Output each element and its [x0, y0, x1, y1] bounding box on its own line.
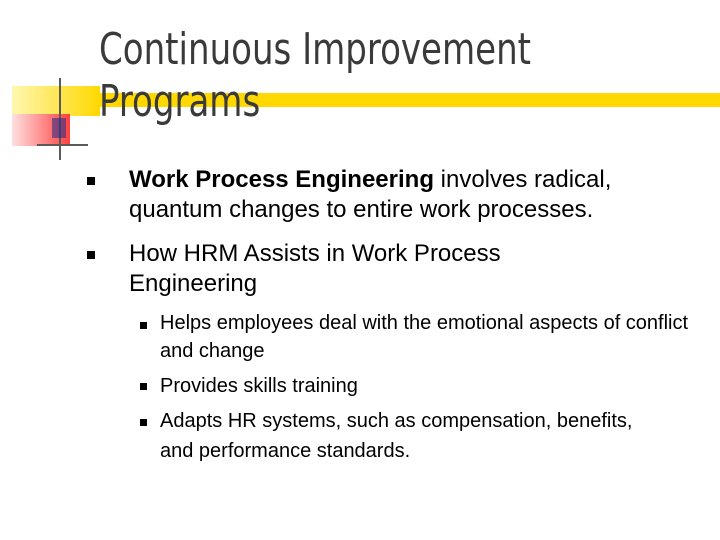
accent-navy-mark	[52, 118, 66, 138]
bullet-text-1	[129, 165, 704, 225]
subbullet-marker-3	[140, 419, 147, 426]
subbullet-text-2: Provides skills training	[160, 375, 358, 397]
bullet-text-2: How HRM Assists in Work Process Engineering	[129, 240, 501, 297]
accent-yellow-block	[12, 86, 100, 116]
slide-title: Continuous Improvement Programs	[99, 24, 532, 127]
bullet-1-bold-term: Work Process Engineering	[129, 166, 434, 193]
subbullet-marker-1	[140, 322, 147, 329]
subbullet-text-3: Adapts HR systems, such as compensation, benefits, and performance standards.	[160, 410, 633, 462]
bullet-1-description: involves radical, quantum changes to entire work processes.	[129, 166, 612, 223]
bullet-marker-1	[87, 177, 95, 185]
bullet-marker-2	[87, 251, 95, 259]
subbullet-text-1: Helps employees deal with the emotional aspects of conflict and change	[160, 312, 689, 362]
subbullet-marker-2	[140, 383, 147, 390]
